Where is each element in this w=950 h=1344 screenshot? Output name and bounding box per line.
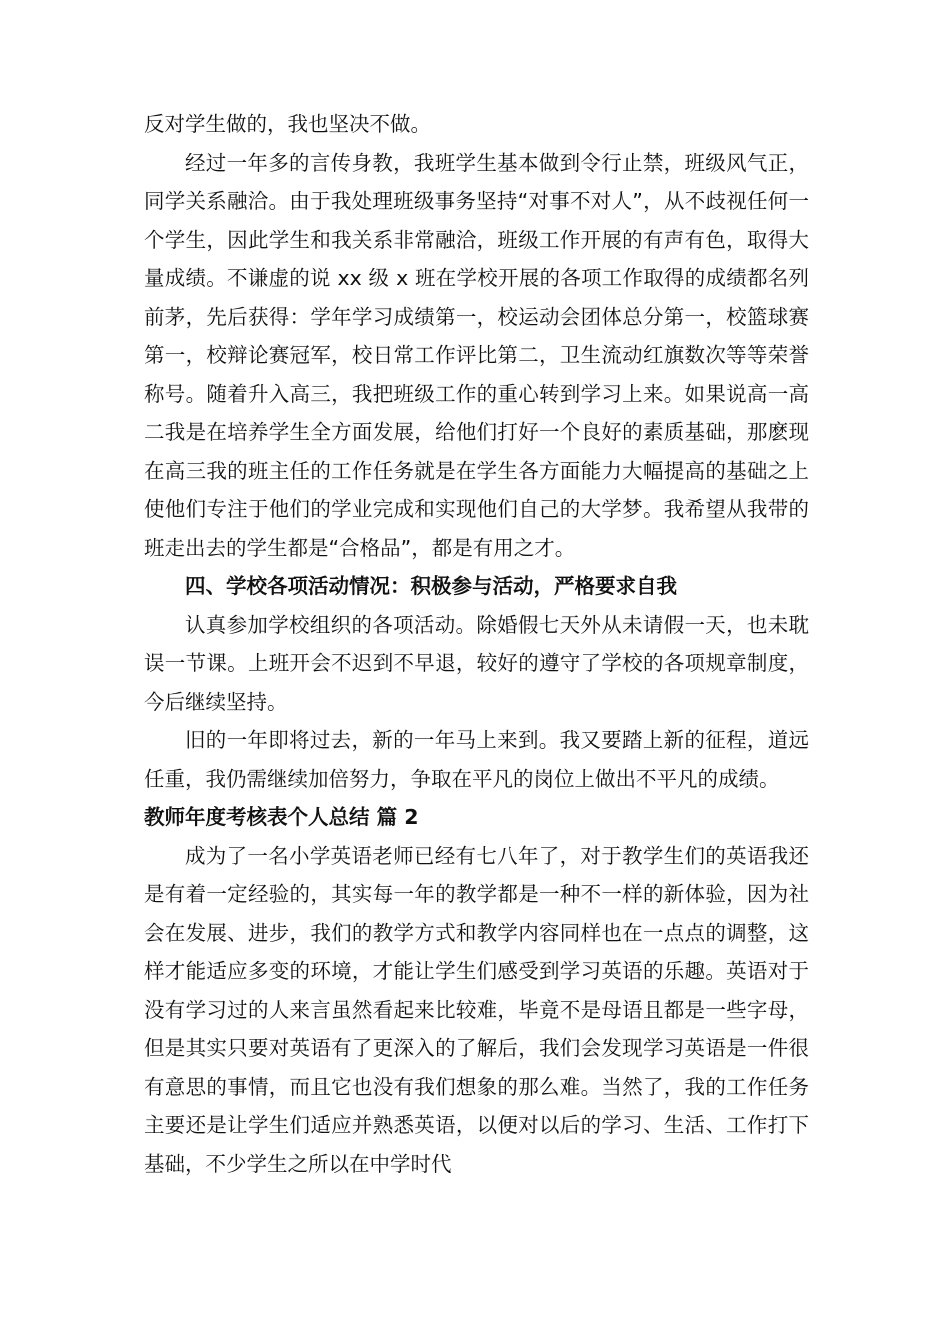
paragraph-continuation: 反对学生做的，我也坚决不做。 — [144, 112, 431, 136]
paragraph-english-teaching: 成为了一名小学英语老师已经有七八年了，对于教学生们的英语我还是有着一定经验的，其实每一年的教学都是一种不一样的新体验，因为社会在发展、进步，我们的教学方式和教学内容同样也在一点点的调整，这样才能适应多变的环境，才能让学生们感受到学习英语的乐趣。英语对于没有学习过的人来言虽然看起来比较难，毕竟不是母语且都是一些字母，但是其实只要对英语有了更深入的了解后，我们会发现学习英语是一件很有意思的事情，而且它也没有我们想象的那么难。当然了，我的工作任务主要还是让学生们适应并熟悉英语，以便对以后的学习、生活、工作打下基础，不少学生之所以在中学时代 — [144, 843, 809, 1176]
paragraph-outlook: 旧的一年即将过去，新的一年马上来到。我又要踏上新的征程，道远任重，我仍需继续加倍努力，争取在平凡的岗位上做出不平凡的成绩。 — [144, 728, 809, 791]
paragraph-attendance: 认真参加学校组织的各项活动。除婚假七天外从未请假一天，也未耽误一节课。上班开会不迟到不早退，较好的遵守了学校的各项规章制度，今后继续坚持。 — [144, 612, 809, 714]
section-heading-school-activities: 四、学校各项活动情况：积极参与活动，严格要求自我 — [185, 574, 677, 598]
document-page — [144, 105, 809, 1183]
paragraph-class-achievements: 经过一年多的言传身教，我班学生基本做到令行止禁，班级风气正，同学关系融洽。由于我处理班级事务坚持“对事不对人”，从不歧视任何一个学生，因此学生和我关系非常融洽，班级工作开展的有声有色，取得大量成绩。不谦虚的说 xx 级 x 班在学校开展的各项工作取得的成绩都名列前茅，先后获得：学年学习成绩第一，校运动会团体总分第一，校篮球赛第一，校辩论赛冠军，校日常工作评比第二，卫生流动红旗数次等等荣誉称号。随着升入高三，我把班级工作的重心转到学习上来。如果说高一高二我是在培养学生全方面发展，给他们打好一个良好的素质基础，那麽现在高三我的班主任的工作任务就是在学生各方面能力大幅提高的基础之上使他们专注于他们的学业完成和实现他们自己的大学梦。我希望从我带的班走出去的学生都是“合格品”，都是有用之才。 — [144, 150, 809, 560]
article-title-part-2: 教师年度考核表个人总结 篇 2 — [144, 805, 419, 829]
